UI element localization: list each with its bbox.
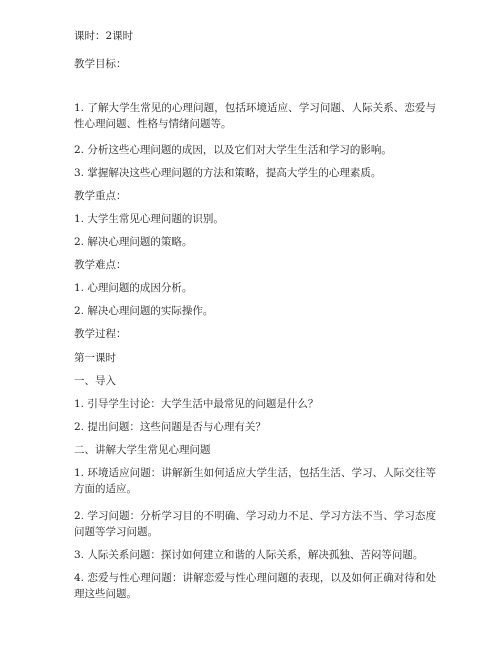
lesson-hours: 课时：2课时: [74, 30, 134, 42]
objective-item-2: 2. 分析这些心理问题的成因，以及它们对大学生生活和学习的影响。: [74, 144, 392, 156]
intro-section-heading: 一、导入: [74, 375, 116, 387]
lecture-item-1: 1. 环境适应问题：讲解新生如何适应大学生活，包括生活、学习、人际交往等方面的适应。: [74, 467, 436, 495]
difficulty-item-2: 2. 解决心理问题的实际操作。: [74, 305, 214, 317]
first-lesson-heading: 第一课时: [74, 352, 116, 364]
lecture-item-4: 4. 恋爱与性心理问题：讲解恋爱与性心理问题的表现，以及如何正确对待和处理这些问题。: [74, 572, 436, 600]
intro-item-2: 2. 提出问题：这些问题是否与心理有关？: [74, 421, 266, 433]
key-point-item-1: 1. 大学生常见心理问题的识别。: [74, 213, 224, 225]
intro-item-1: 1. 引导学生讨论：大学生活中最常见的问题是什么？: [74, 398, 319, 410]
lecture-item-2: 2. 学习问题：分析学习目的不明确、学习动力不足、学习方法不当、学习态度问题等学习问题。: [74, 510, 436, 538]
difficulty-item-1: 1. 心理问题的成因分析。: [74, 282, 193, 294]
difficulties-heading: 教学难点：: [74, 259, 127, 271]
key-points-heading: 教学重点：: [74, 190, 127, 202]
lecture-section-heading: 二、讲解大学生常见心理问题: [74, 444, 211, 456]
objective-item-3: 3. 掌握解决这些心理问题的方法和策略，提高大学生的心理素质。: [74, 167, 382, 179]
objectives-heading: 教学目标：: [74, 58, 127, 70]
lecture-item-3: 3. 人际关系问题：探讨如何建立和谐的人际关系，解决孤独、苦闷等问题。: [74, 549, 424, 561]
objective-item-1: 1. 了解大学生常见的心理问题，包括环境适应、学习问题、人际关系、恋爱与性心理问题、性格与情绪问题等。: [74, 102, 436, 130]
key-point-item-2: 2. 解决心理问题的策略。: [74, 236, 193, 248]
process-heading: 教学过程：: [74, 328, 127, 340]
